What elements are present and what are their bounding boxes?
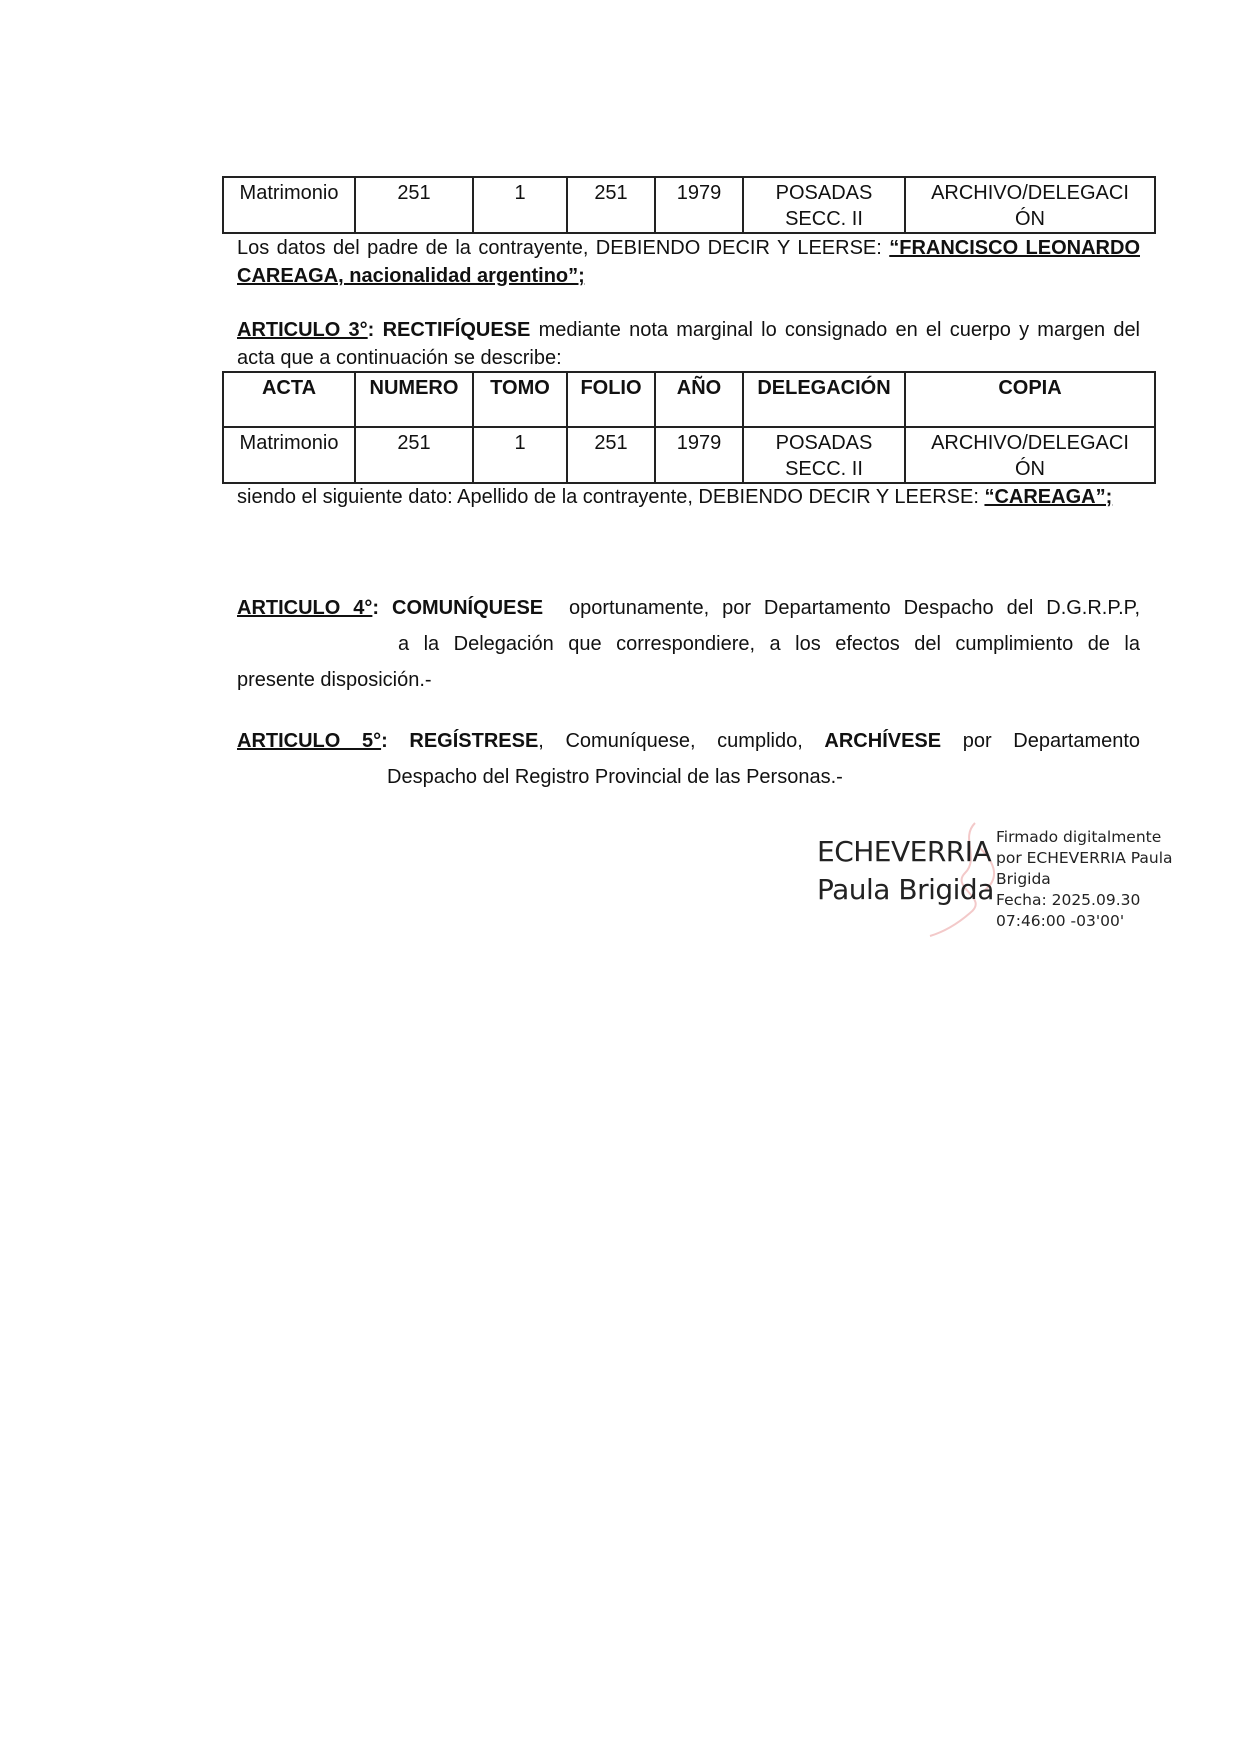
paragraph-padre bbox=[237, 234, 1140, 290]
article-colon: : bbox=[372, 597, 392, 619]
cell-delegacion bbox=[743, 427, 905, 483]
article-5 bbox=[237, 723, 1140, 795]
article-text: mediante nota marginal lo consignado en el cuerpo y margen del acta que a continuación se describe: bbox=[237, 319, 1141, 369]
signature-info-line: por ECHEVERRIA Paula bbox=[996, 849, 1173, 867]
article-line: presente disposición.- bbox=[237, 669, 432, 691]
article-colon: : bbox=[381, 730, 410, 752]
article-colon: : bbox=[367, 319, 383, 341]
cell-anio: 1979 bbox=[655, 427, 743, 483]
paragraph-text: Los datos del padre de la contrayente, DEBIENDO DECIR Y LEERSE: bbox=[237, 237, 890, 259]
signature-info-line: Brigida bbox=[996, 870, 1051, 888]
cell-numero: 251 bbox=[355, 177, 473, 233]
cell-line: POSADAS bbox=[775, 182, 873, 204]
table-row bbox=[223, 427, 1155, 483]
article-text: , Comuníquese, cumplido, bbox=[538, 730, 803, 752]
cell-line: SECC. II bbox=[785, 208, 863, 230]
cell-acta: Matrimonio bbox=[223, 427, 355, 483]
cell-line: ÓN bbox=[1015, 458, 1045, 480]
signature-info-line: Firmado digitalmente bbox=[996, 828, 1162, 846]
header-anio: AÑO bbox=[655, 372, 743, 427]
table-row bbox=[223, 177, 1155, 233]
paragraph-emphasis: “CAREAGA”; bbox=[984, 486, 1113, 508]
header-delegacion: DELEGACIÓN bbox=[743, 372, 905, 427]
cell-line: ARCHIVO/DELEGACI bbox=[931, 182, 1129, 204]
cell-acta: Matrimonio bbox=[223, 177, 355, 233]
article-line bbox=[237, 590, 1140, 626]
cell-tomo: 1 bbox=[473, 427, 567, 483]
article-verb: REGÍSTRESE bbox=[409, 730, 539, 752]
article-text: oportunamente, por Departamento Despacho del D.G.R.P.P, bbox=[569, 597, 1140, 619]
paragraph-apellido bbox=[237, 483, 1140, 511]
cell-copia bbox=[905, 177, 1155, 233]
acta-table-2 bbox=[222, 371, 1156, 484]
article-verb: ARCHÍVESE bbox=[824, 730, 942, 752]
signature-name-line1: ECHEVERRIA bbox=[817, 835, 992, 868]
cell-copia bbox=[905, 427, 1155, 483]
article-verb: COMUNÍQUESE bbox=[392, 597, 544, 619]
header-numero: NUMERO bbox=[355, 372, 473, 427]
signature-info-line: Fecha: 2025.09.30 bbox=[996, 891, 1141, 909]
cell-anio: 1979 bbox=[655, 177, 743, 233]
article-line bbox=[237, 723, 1140, 759]
cell-numero: 251 bbox=[355, 427, 473, 483]
cell-line: ÓN bbox=[1015, 208, 1045, 230]
paragraph-emphasis: “FRANCISCO LEONARDO CAREAGA, nacionalidad argentino”; bbox=[237, 237, 1140, 287]
cell-delegacion bbox=[743, 177, 905, 233]
article-3 bbox=[237, 316, 1140, 372]
cell-line: ARCHIVO/DELEGACI bbox=[931, 432, 1129, 454]
header-tomo: TOMO bbox=[473, 372, 567, 427]
cell-tomo: 1 bbox=[473, 177, 567, 233]
article-label: ARTICULO 3° bbox=[237, 319, 368, 341]
cell-folio: 251 bbox=[567, 177, 655, 233]
article-4 bbox=[237, 590, 1140, 698]
acta-table-1 bbox=[222, 176, 1156, 234]
cell-line: POSADAS bbox=[775, 432, 873, 454]
article-label: ARTICULO 5° bbox=[237, 730, 382, 752]
signature-name-line2: Paula Brigida bbox=[817, 873, 994, 906]
article-line: a la Delegación que correspondiere, a los efectos del cumplimiento de la bbox=[398, 633, 1140, 655]
table-header-row bbox=[223, 372, 1155, 427]
article-verb: RECTIFÍQUESE bbox=[382, 319, 531, 341]
article-line: Despacho del Registro Provincial de las Personas.- bbox=[387, 766, 843, 788]
cell-line: SECC. II bbox=[785, 458, 863, 480]
cell-folio: 251 bbox=[567, 427, 655, 483]
article-label: ARTICULO 4° bbox=[237, 597, 373, 619]
article-text: por Departamento bbox=[962, 730, 1141, 752]
signature-info bbox=[996, 827, 1196, 932]
paragraph-text: siendo el siguiente dato: Apellido de la contrayente, DEBIENDO DECIR Y LEERSE: bbox=[237, 486, 985, 508]
header-acta: ACTA bbox=[223, 372, 355, 427]
signature-info-line: 07:46:00 -03'00' bbox=[996, 912, 1125, 930]
header-copia: COPIA bbox=[905, 372, 1155, 427]
header-folio: FOLIO bbox=[567, 372, 655, 427]
